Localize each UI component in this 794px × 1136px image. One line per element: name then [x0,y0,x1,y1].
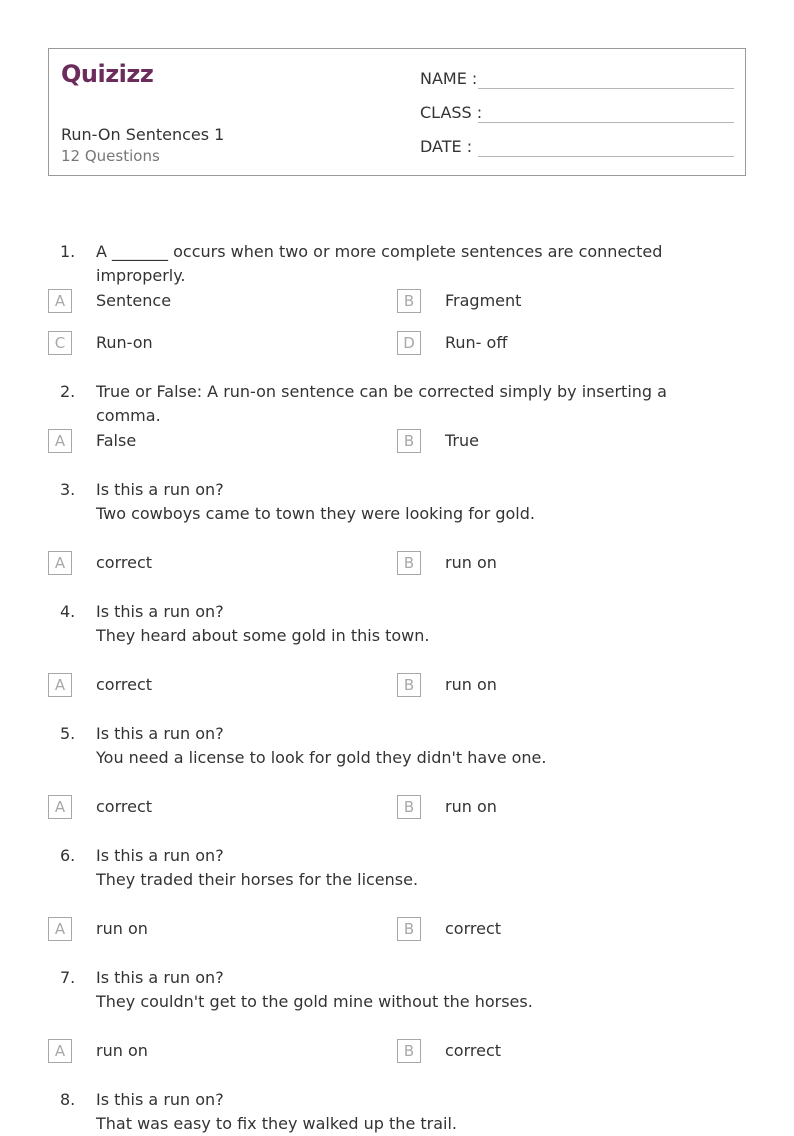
option-d[interactable] [397,331,697,355]
question-text: Is this a run on? You need a license to look for gold they didn't have one. [96,724,547,767]
question-text: Is this a run on? They couldn't get to the gold mine without the horses. [96,968,533,1011]
option-text: Sentence [96,291,172,310]
date-line[interactable] [478,156,734,157]
option-letter-box[interactable]: A [48,551,72,575]
option-letter-box[interactable]: B [397,429,421,453]
option-letter-box[interactable]: A [48,289,72,313]
option-letter-box[interactable]: A [48,1039,72,1063]
option-text: correct [96,553,153,572]
option-b[interactable] [397,289,697,313]
name-line[interactable] [478,88,734,89]
class-label: CLASS : [420,103,483,122]
option-letter-box[interactable]: B [397,673,421,697]
question-text: Is this a run on? They traded their horses for the license. [96,846,419,889]
option-text: correct [96,675,153,694]
class-field[interactable] [420,102,734,124]
option-letter-box[interactable]: A [48,673,72,697]
question-number: 3. [60,480,76,499]
option-letter-box[interactable]: D [397,331,421,355]
option-letter-box[interactable]: C [48,331,72,355]
question-number: 6. [60,846,76,865]
option-text: correct [96,797,153,816]
question-number: 4. [60,602,76,621]
option-a[interactable] [48,1039,348,1063]
option-b[interactable] [397,917,697,941]
name-field[interactable] [420,68,734,90]
option-a[interactable] [48,917,348,941]
option-a[interactable] [48,795,348,819]
option-text: correct [445,919,502,938]
date-field[interactable] [420,136,734,158]
name-label: NAME : [420,69,478,88]
option-text: Run-on [96,333,153,352]
option-text: False [96,431,137,450]
option-letter-box[interactable]: B [397,289,421,313]
question-text: A _______ occurs when two or more complete sentences are connected improperly. [96,242,663,285]
option-text: Fragment [445,291,522,310]
worksheet-header [48,48,746,176]
option-b[interactable] [397,429,697,453]
option-letter-box[interactable]: B [397,917,421,941]
question-text: Is this a run on? They heard about some gold in this town. [96,602,430,645]
question-text: Is this a run on? That was easy to fix they walked up the trail. [96,1090,457,1133]
question-number: 2. [60,382,76,401]
option-text: Run- off [445,333,508,352]
question-number: 8. [60,1090,76,1109]
option-letter-box[interactable]: B [397,1039,421,1063]
question-text: True or False: A run-on sentence can be corrected simply by inserting a comma. [96,382,667,425]
question-number: 7. [60,968,76,987]
option-b[interactable] [397,673,697,697]
option-letter-box[interactable]: B [397,551,421,575]
option-text: run on [445,675,497,694]
question-count: 12 Questions [61,147,160,165]
option-letter-box[interactable]: A [48,795,72,819]
option-b[interactable] [397,551,697,575]
option-letter-box[interactable]: A [48,429,72,453]
option-b[interactable] [397,795,697,819]
option-letter-box[interactable]: B [397,795,421,819]
worksheet-title: Run-On Sentences 1 [61,125,225,144]
option-text: run on [96,1041,148,1060]
question-number: 1. [60,242,76,261]
option-a[interactable] [48,673,348,697]
question-number: 5. [60,724,76,743]
question-text: Is this a run on? Two cowboys came to town they were looking for gold. [96,480,535,523]
option-a[interactable] [48,551,348,575]
option-text: run on [445,797,497,816]
option-text: run on [96,919,148,938]
option-c[interactable] [48,331,348,355]
date-label: DATE : [420,137,473,156]
class-line[interactable] [478,122,734,123]
option-a[interactable] [48,429,348,453]
option-text: correct [445,1041,502,1060]
option-text: run on [445,553,497,572]
option-text: True [445,431,479,450]
option-b[interactable] [397,1039,697,1063]
option-letter-box[interactable]: A [48,917,72,941]
option-a[interactable] [48,289,348,313]
quizizz-logo: Quizizz [61,60,154,88]
